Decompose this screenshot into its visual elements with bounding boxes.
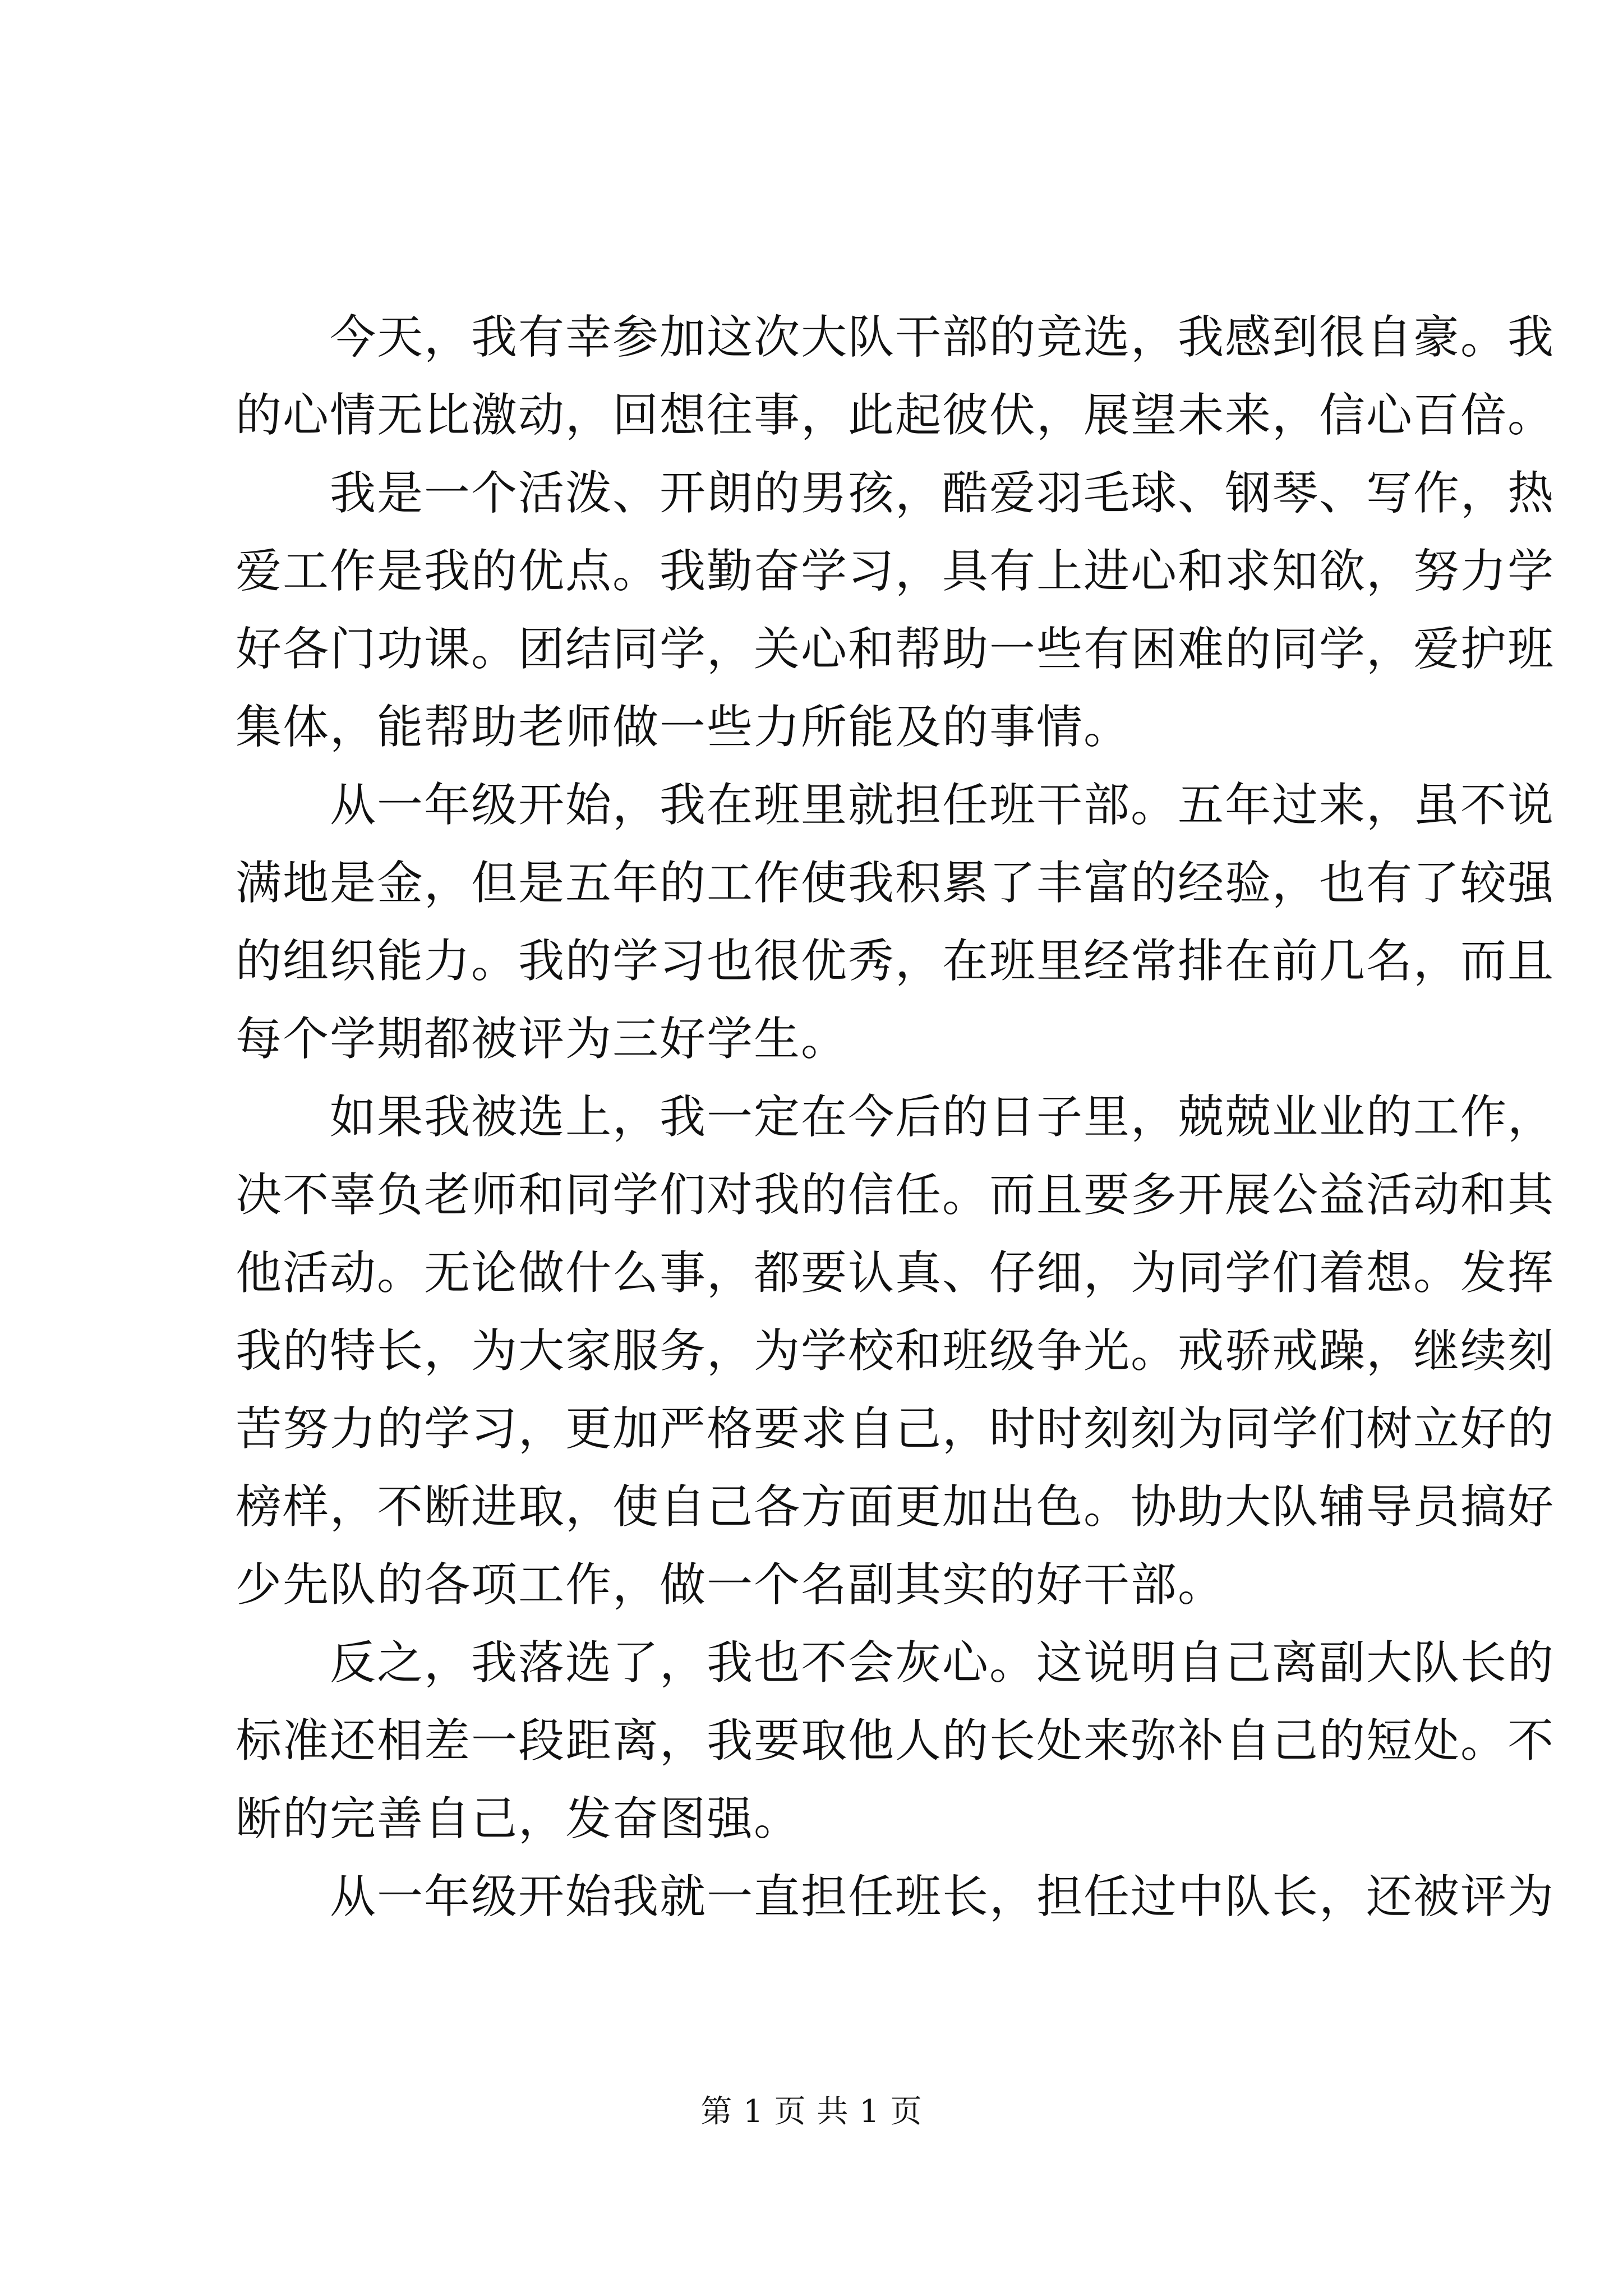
text-line: 反之，我落选了，我也不会灰心。这说明自己离副大队长的 (236, 1636, 1555, 1690)
text-line: 决不辜负老师和同学们对我的信任。而且要多开展公益活动和其 (236, 1168, 1555, 1222)
text-line: 好各门功课。团结同学，关心和帮助一些有困难的同学，爱护班 (236, 623, 1555, 676)
text-line: 从一年级开始，我在班里就担任班干部。五年过来，虽不说 (236, 779, 1555, 832)
text-line: 如果我被选上，我一定在今后的日子里，兢兢业业的工作， (236, 1091, 1555, 1144)
text-line: 我的特长，为大家服务，为学校和班级争光。戒骄戒躁，继续刻 (236, 1324, 1555, 1378)
page-footer: 第 1 页 共 1 页 (700, 2093, 923, 2130)
body-text (236, 298, 1555, 1936)
text-line: 今天，我有幸参加这次大队干部的竞选，我感到很自豪。我 (236, 311, 1555, 364)
text-line: 的心情无比激动，回想往事，此起彼伏，展望未来，信心百倍。 (236, 389, 1555, 442)
text-line: 满地是金，但是五年的工作使我积累了丰富的经验，也有了较强 (236, 857, 1555, 910)
text-line: 集体，能帮助老师做一些力所能及的事情。 (236, 701, 1131, 754)
text-line: 断的完善自己，发奋图强。 (236, 1792, 801, 1846)
text-line: 从一年级开始我就一直担任班长，担任过中队长，还被评为 (236, 1870, 1555, 1924)
text-line: 的组织能力。我的学习也很优秀，在班里经常排在前几名，而且 (236, 935, 1555, 988)
text-line: 爱工作是我的优点。我勤奋学习，具有上进心和求知欲，努力学 (236, 545, 1555, 598)
text-line: 他活动。无论做什么事，都要认真、仔细，为同学们着想。发挥 (236, 1246, 1555, 1300)
text-line: 标准还相差一段距离，我要取他人的长处来弥补自己的短处。不 (236, 1714, 1555, 1768)
text-line: 每个学期都被评为三好学生。 (236, 1013, 849, 1066)
text-line: 苦努力的学习，更加严格要求自己，时时刻刻为同学们树立好的 (236, 1402, 1555, 1456)
text-line: 少先队的各项工作，做一个名副其实的好干部。 (236, 1558, 1225, 1612)
text-line: 榜样，不断进取，使自己各方面更加出色。协助大队辅导员搞好 (236, 1480, 1555, 1534)
text-line: 我是一个活泼、开朗的男孩，酷爱羽毛球、钢琴、写作，热 (236, 467, 1555, 520)
